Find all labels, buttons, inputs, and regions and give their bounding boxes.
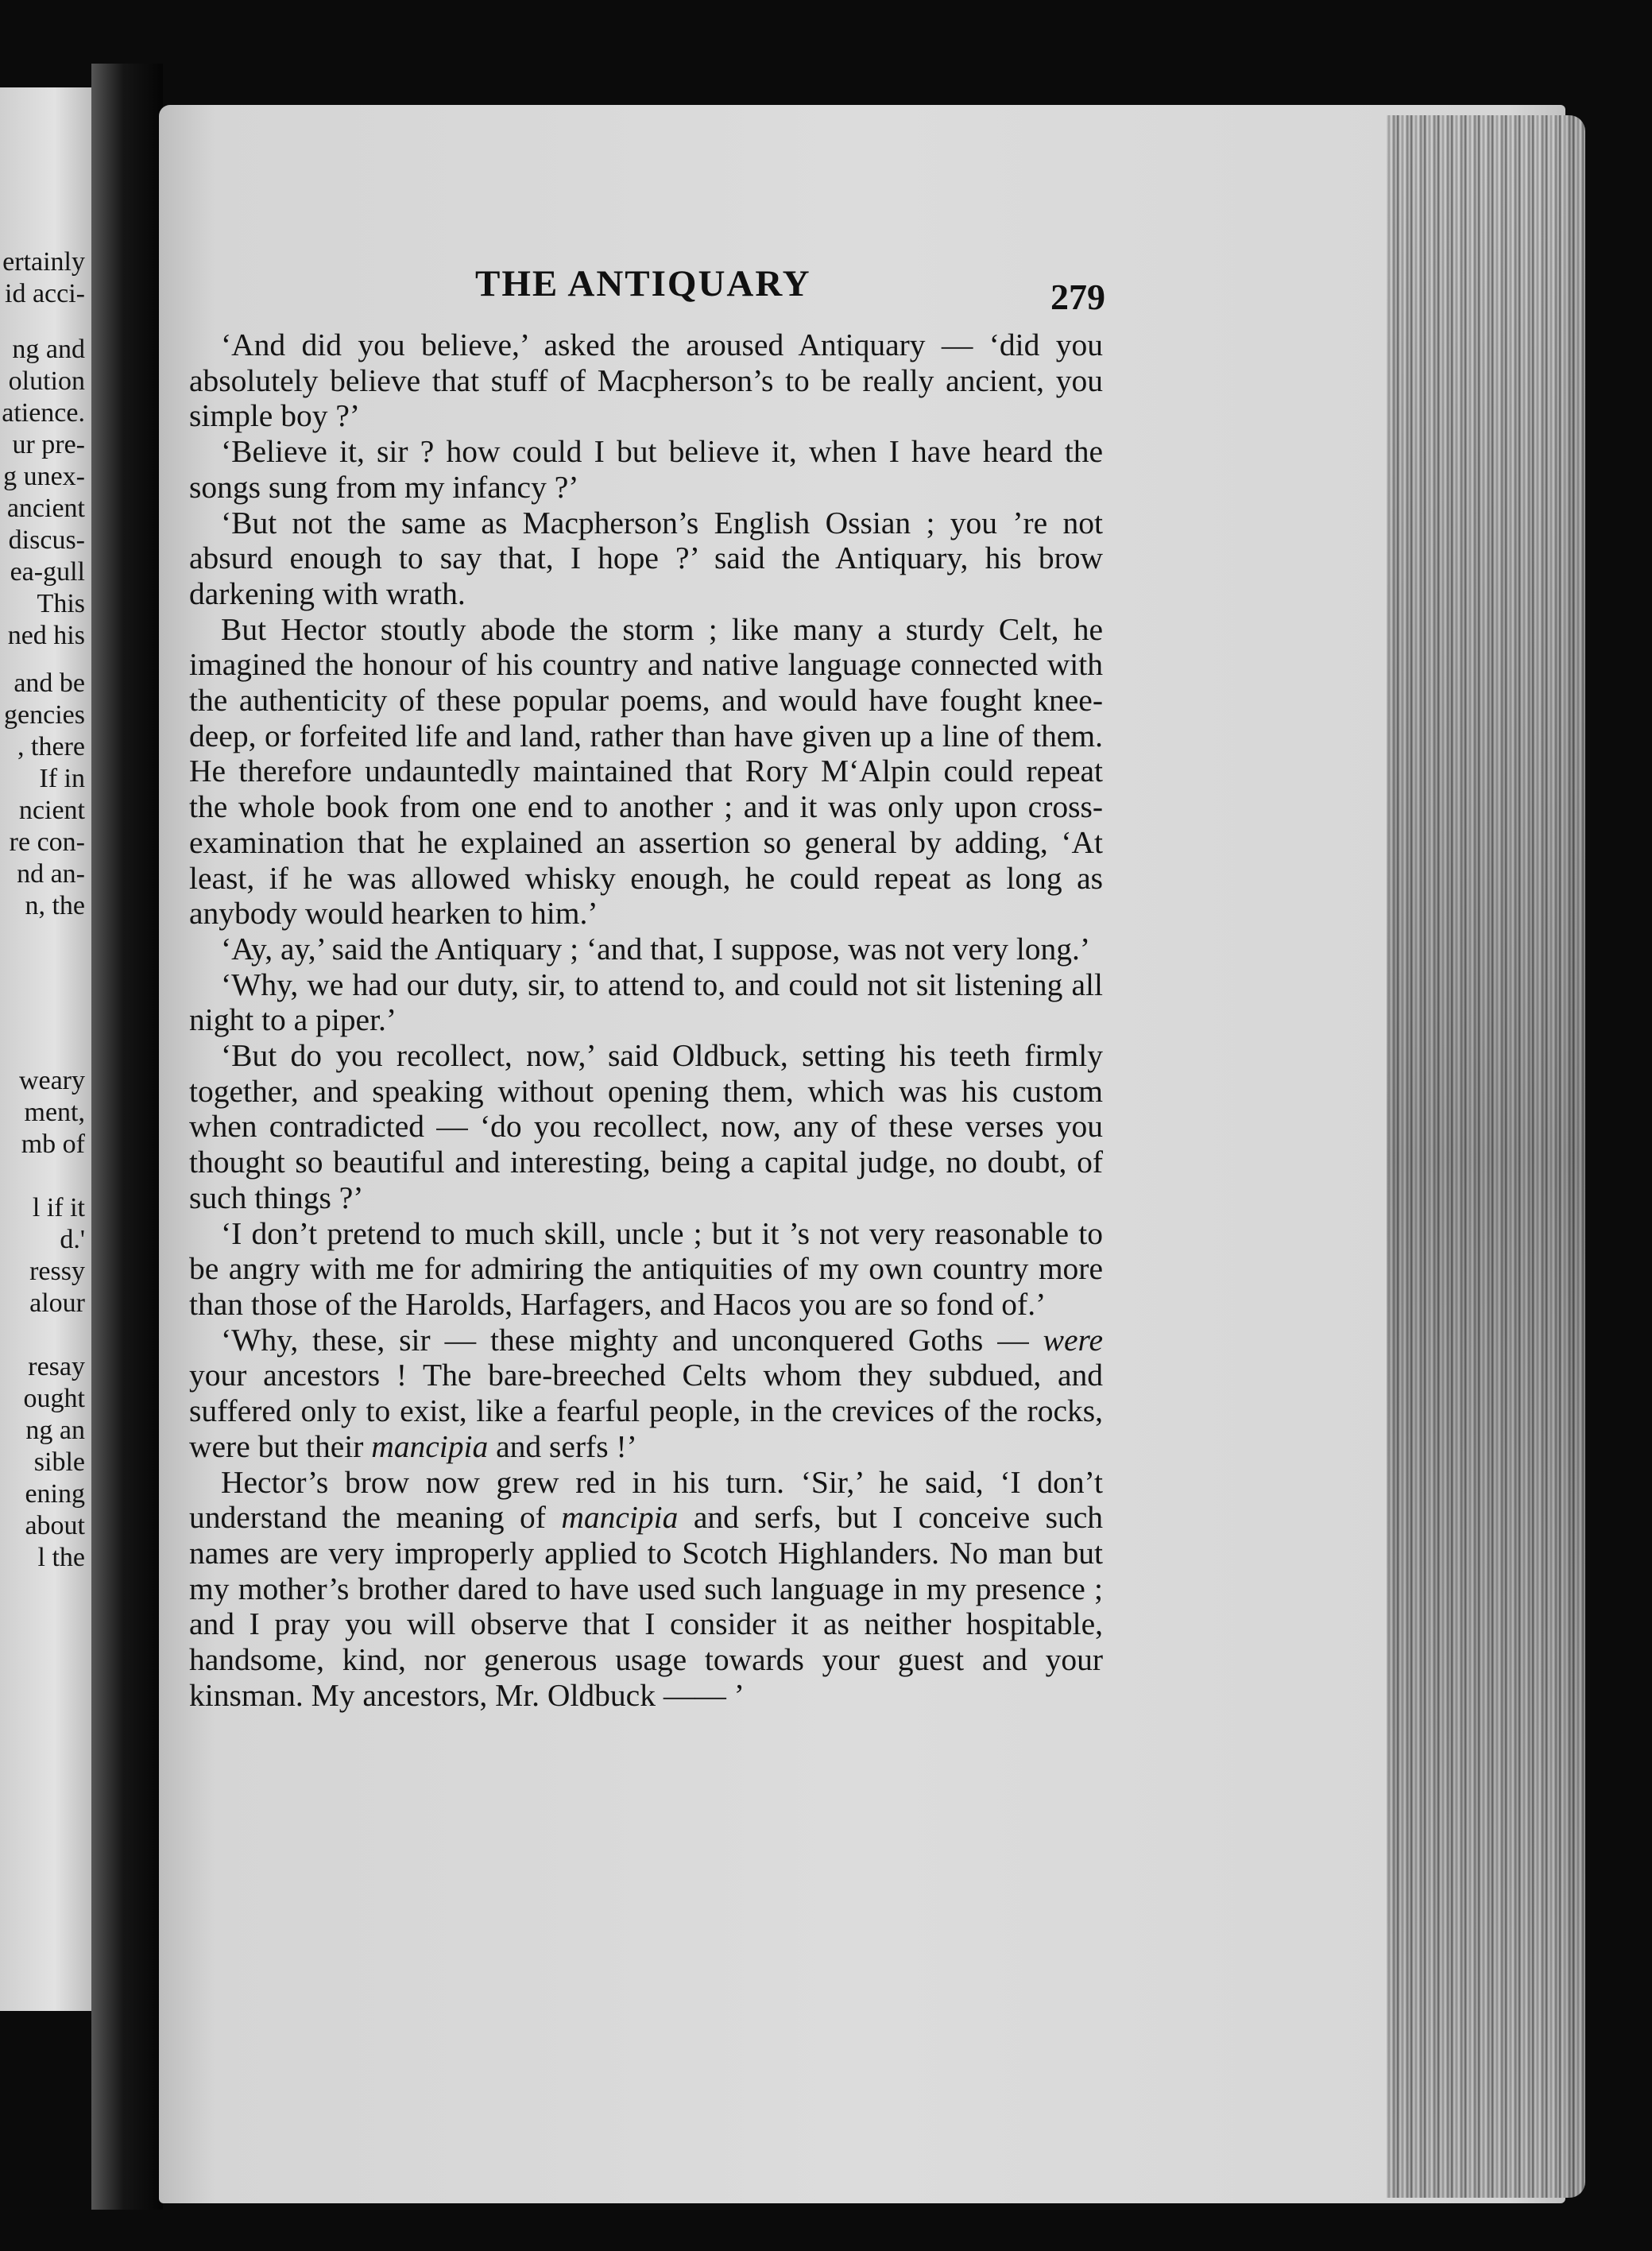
paragraph: ‘Why, these, sir — these mighty and unconquered Goths — were your ancestors ! The bare-breeched Celts whom they subdued, and suffered only to exist, like a fearful people, in the crevices of the rocks, were but their mancipia and serfs !’	[189, 1322, 1103, 1464]
facing-page-text-fragment: ned his	[7, 621, 85, 650]
facing-page-text-fragment: If in	[39, 764, 85, 793]
facing-page-text-fragment: , there	[17, 732, 85, 761]
facing-page-text-fragment: about	[25, 1511, 85, 1540]
facing-page-text-fragment: n, the	[25, 891, 85, 920]
page-number: 279	[1050, 277, 1105, 317]
facing-page-text-fragment: ncient	[18, 796, 85, 825]
facing-page-text-fragment: d.'	[60, 1225, 85, 1254]
facing-page-text-fragment: olution	[8, 366, 85, 396]
facing-page-text-fragment: atience.	[2, 398, 85, 428]
paragraph: ‘I don’t pretend to much skill, uncle ; but it ’s not very reasonable to be angry with me for admiring the antiquities of my own country more than those of the Harolds, Harfagers, and Hacos you are so fond of.’	[189, 1215, 1103, 1322]
facing-page-text-fragment: resay	[28, 1352, 85, 1381]
facing-page-text-fragment: re con-	[9, 827, 85, 857]
facing-page-text-fragment: ressy	[29, 1257, 85, 1286]
paragraph: ‘Believe it, sir ? how could I but believe it, when I have heard the songs sung from my infancy ?’	[189, 434, 1103, 505]
facing-page-text-fragment: ment,	[24, 1098, 85, 1127]
facing-page-text-fragment: ancient	[6, 494, 85, 523]
facing-page-text-fragment: This	[37, 589, 85, 618]
paragraph: ‘But do you recollect, now,’ said Oldbuck, setting his teeth firmly together, and speaking without opening them, which was his custom when contradicted — ‘do you recollect, now, any of these verses you thought so beautiful and interesting, being a capital judge, no doubt, of such things ?’	[189, 1038, 1103, 1215]
facing-page-text-fragment: ng an	[25, 1416, 85, 1445]
facing-page-fragment	[0, 87, 91, 2011]
facing-page-text-fragment: l the	[37, 1543, 85, 1572]
facing-page-text-fragment: weary	[18, 1066, 85, 1095]
paragraph: But Hector stoutly abode the storm ; like many a sturdy Celt, he imagined the honour of his country and native language connected with the authenticity of these popular poems, and would have fought knee-deep, or forfeited life and land, rather than have given up a line of them. He therefore undauntedly maintained that Rory M‘Alpin could repeat the whole book from one end to another ; and it was only upon cross-examination that he explained an assertion so general by adding, ‘At least, if he was allowed whisky enough, he could repeat as long as anybody would hearken to him.’	[189, 611, 1103, 932]
facing-page-text-fragment: g unex-	[3, 462, 85, 491]
paragraph: Hector’s brow now grew red in his turn. ‘Sir,’ he said, ‘I don’t understand the meaning of mancipia and serfs, but I conceive such names are very improperly applied to Scotch Highlanders. No man but my mother’s brother dared to have used such language in my presence ; and I pray you will observe that I consider it as neither hospitable, handsome, kind, nor generous usage towards your guest and your kinsman. My ancestors, Mr. Oldbuck —— ’	[189, 1464, 1103, 1713]
facing-page-text-fragment: ng and	[12, 335, 85, 364]
facing-page-text-fragment: gencies	[4, 700, 85, 730]
facing-page-text-fragment: sible	[33, 1447, 85, 1477]
paragraph: ‘Why, we had our duty, sir, to attend to, and could not sit listening all night to a piper.’	[189, 967, 1103, 1038]
page-edges-shadow	[1387, 115, 1585, 2198]
facing-page-text-fragment: ea-gull	[10, 557, 85, 587]
facing-page-text-fragment: alour	[29, 1288, 85, 1318]
facing-page-text-fragment: l if it	[32, 1193, 85, 1222]
facing-page-text-fragment: and be	[14, 668, 85, 698]
running-head: THE ANTIQUARY	[475, 263, 811, 304]
book-gutter	[91, 64, 163, 2210]
facing-page-text-fragment: mb of	[21, 1129, 85, 1159]
facing-page-text-fragment: ur pre-	[12, 430, 85, 459]
paragraph: ‘Ay, ay,’ said the Antiquary ; ‘and that, I suppose, was not very long.’	[221, 931, 1091, 967]
facing-page-text-fragment: ertainly	[2, 247, 85, 277]
facing-page-text-fragment: ought	[23, 1384, 85, 1413]
facing-page-text-fragment: discus-	[8, 525, 85, 555]
body-text	[189, 327, 1103, 1713]
paragraph: ‘And did you believe,’ asked the aroused Antiquary — ‘did you absolutely believe that stuff of Macpherson’s to be really ancient, you simple boy ?’	[189, 327, 1103, 434]
paragraph: ‘But not the same as Macpherson’s English Ossian ; you ’re not absurd enough to say that, I hope ?’ said the Antiquary, his brow darkening with wrath.	[189, 505, 1103, 611]
facing-page-text-fragment: id acci-	[5, 279, 85, 308]
facing-page-text-fragment: ening	[25, 1479, 85, 1509]
facing-page-text-fragment: nd an-	[17, 859, 85, 889]
